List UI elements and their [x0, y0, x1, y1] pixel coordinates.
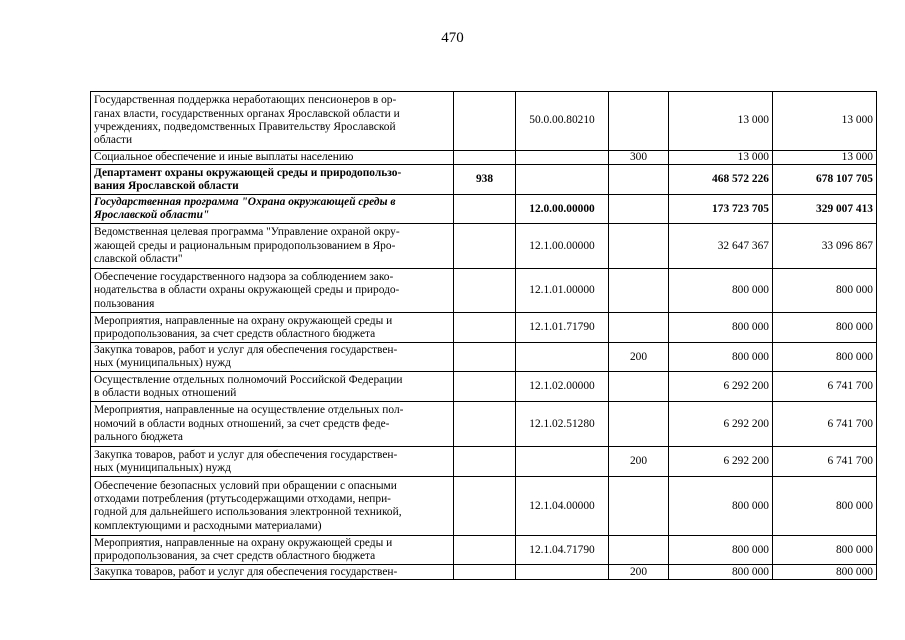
row-expense-type — [609, 269, 669, 313]
row-expense-type: 200 — [609, 447, 669, 477]
row-expense-type: 200 — [609, 565, 669, 580]
row-name: Ведомственная целевая программа "Управление охраной окру- жающей среды и рациональным природопользованием в Яро- славской области" — [91, 224, 454, 269]
row-name: Обеспечение государственного надзора за соблюдением зако- нодательства в области охраны окружающей среды и природо- пользования — [91, 269, 454, 313]
table-row — [91, 536, 877, 565]
row-expense-type — [609, 224, 669, 269]
row-name: Мероприятия, направленные на охрану окружающей среды и природопользования, за счет средств областного бюджета — [91, 536, 454, 565]
row-name: Государственная поддержка неработающих пенсионеров в ор- ганах власти, государственных органах Ярославской области и учреждениях, подведомственных Правительству Ярославской области — [91, 92, 454, 151]
row-sum-year-2: 800 000 — [773, 565, 877, 580]
row-sum-year-1: 800 000 — [669, 313, 773, 343]
row-target-article — [516, 447, 609, 477]
row-department-code — [454, 269, 516, 313]
row-expense-type — [609, 165, 669, 195]
row-sum-year-1: 13 000 — [669, 151, 773, 165]
row-expense-type: 300 — [609, 151, 669, 165]
table-row — [91, 447, 877, 477]
row-sum-year-1: 173 723 705 — [669, 195, 773, 224]
row-name: Закупка товаров, работ и услуг для обеспечения государствен- ных (муниципальных) нужд — [91, 343, 454, 372]
budget-table-body — [91, 92, 877, 580]
row-expense-type — [609, 92, 669, 151]
row-sum-year-1: 6 292 200 — [669, 372, 773, 402]
row-name: Государственная программа "Охрана окружающей среды в Ярославской области" — [91, 195, 454, 224]
row-expense-type — [609, 195, 669, 224]
table-row — [91, 165, 877, 195]
row-target-article: 12.1.01.71790 — [516, 313, 609, 343]
row-department-code — [454, 92, 516, 151]
budget-table — [90, 91, 877, 580]
row-sum-year-2: 800 000 — [773, 343, 877, 372]
row-department-code — [454, 313, 516, 343]
row-sum-year-1: 13 000 — [669, 92, 773, 151]
row-sum-year-1: 32 647 367 — [669, 224, 773, 269]
row-sum-year-2: 329 007 413 — [773, 195, 877, 224]
row-target-article: 12.1.02.51280 — [516, 402, 609, 447]
row-sum-year-1: 800 000 — [669, 565, 773, 580]
page-number: 470 — [441, 30, 464, 46]
row-sum-year-1: 468 572 226 — [669, 165, 773, 195]
row-department-code — [454, 536, 516, 565]
table-row — [91, 313, 877, 343]
table-row — [91, 565, 877, 580]
table-row — [91, 151, 877, 165]
row-sum-year-1: 800 000 — [669, 269, 773, 313]
row-sum-year-1: 800 000 — [669, 477, 773, 536]
table-row — [91, 224, 877, 269]
table-row — [91, 92, 877, 151]
row-sum-year-2: 6 741 700 — [773, 372, 877, 402]
row-department-code — [454, 372, 516, 402]
row-sum-year-1: 6 292 200 — [669, 447, 773, 477]
row-department-code — [454, 195, 516, 224]
row-target-article: 12.1.00.00000 — [516, 224, 609, 269]
table-row — [91, 402, 877, 447]
row-department-code: 938 — [454, 165, 516, 195]
row-department-code — [454, 402, 516, 447]
row-department-code — [454, 477, 516, 536]
row-expense-type — [609, 402, 669, 447]
row-sum-year-2: 13 000 — [773, 151, 877, 165]
row-sum-year-1: 800 000 — [669, 343, 773, 372]
table-row — [91, 269, 877, 313]
row-target-article: 50.0.00.80210 — [516, 92, 609, 151]
table-row — [91, 343, 877, 372]
row-expense-type — [609, 477, 669, 536]
row-target-article: 12.0.00.00000 — [516, 195, 609, 224]
row-department-code — [454, 343, 516, 372]
row-sum-year-2: 6 741 700 — [773, 447, 877, 477]
row-target-article: 12.1.02.00000 — [516, 372, 609, 402]
row-name: Социальное обеспечение и иные выплаты населению — [91, 151, 454, 165]
row-target-article — [516, 151, 609, 165]
row-name: Осуществление отдельных полномочий Российской Федерации в области водных отношений — [91, 372, 454, 402]
row-target-article: 12.1.04.00000 — [516, 477, 609, 536]
row-expense-type: 200 — [609, 343, 669, 372]
row-sum-year-2: 800 000 — [773, 536, 877, 565]
table-row — [91, 195, 877, 224]
row-target-article — [516, 565, 609, 580]
row-target-article: 12.1.01.00000 — [516, 269, 609, 313]
row-expense-type — [609, 313, 669, 343]
row-name: Закупка товаров, работ и услуг для обеспечения государствен- — [91, 565, 454, 580]
row-expense-type — [609, 372, 669, 402]
table-row — [91, 372, 877, 402]
row-department-code — [454, 565, 516, 580]
row-sum-year-2: 800 000 — [773, 477, 877, 536]
table-row — [91, 477, 877, 536]
row-target-article — [516, 343, 609, 372]
row-sum-year-2: 678 107 705 — [773, 165, 877, 195]
row-target-article: 12.1.04.71790 — [516, 536, 609, 565]
row-sum-year-2: 800 000 — [773, 313, 877, 343]
row-department-code — [454, 224, 516, 269]
row-name: Мероприятия, направленные на охрану окружающей среды и природопользования, за счет средств областного бюджета — [91, 313, 454, 343]
row-sum-year-1: 6 292 200 — [669, 402, 773, 447]
row-name: Закупка товаров, работ и услуг для обеспечения государствен- ных (муниципальных) нужд — [91, 447, 454, 477]
row-sum-year-2: 800 000 — [773, 269, 877, 313]
row-department-code — [454, 447, 516, 477]
row-sum-year-2: 13 000 — [773, 92, 877, 151]
row-name: Департамент охраны окружающей среды и природопользо- вания Ярославской области — [91, 165, 454, 195]
row-sum-year-2: 33 096 867 — [773, 224, 877, 269]
row-name: Мероприятия, направленные на осуществление отдельных пол- номочий в области водных отношений, за счет средств феде- рального бюджета — [91, 402, 454, 447]
row-department-code — [454, 151, 516, 165]
row-name: Обеспечение безопасных условий при обращении с опасными отходами потребления (ртутьсодержащими отходами, непри- годной для дальнейшего использования электронной техникой, комплектующими и расходными материалами) — [91, 477, 454, 536]
row-sum-year-1: 800 000 — [669, 536, 773, 565]
row-target-article — [516, 165, 609, 195]
row-sum-year-2: 6 741 700 — [773, 402, 877, 447]
row-expense-type — [609, 536, 669, 565]
